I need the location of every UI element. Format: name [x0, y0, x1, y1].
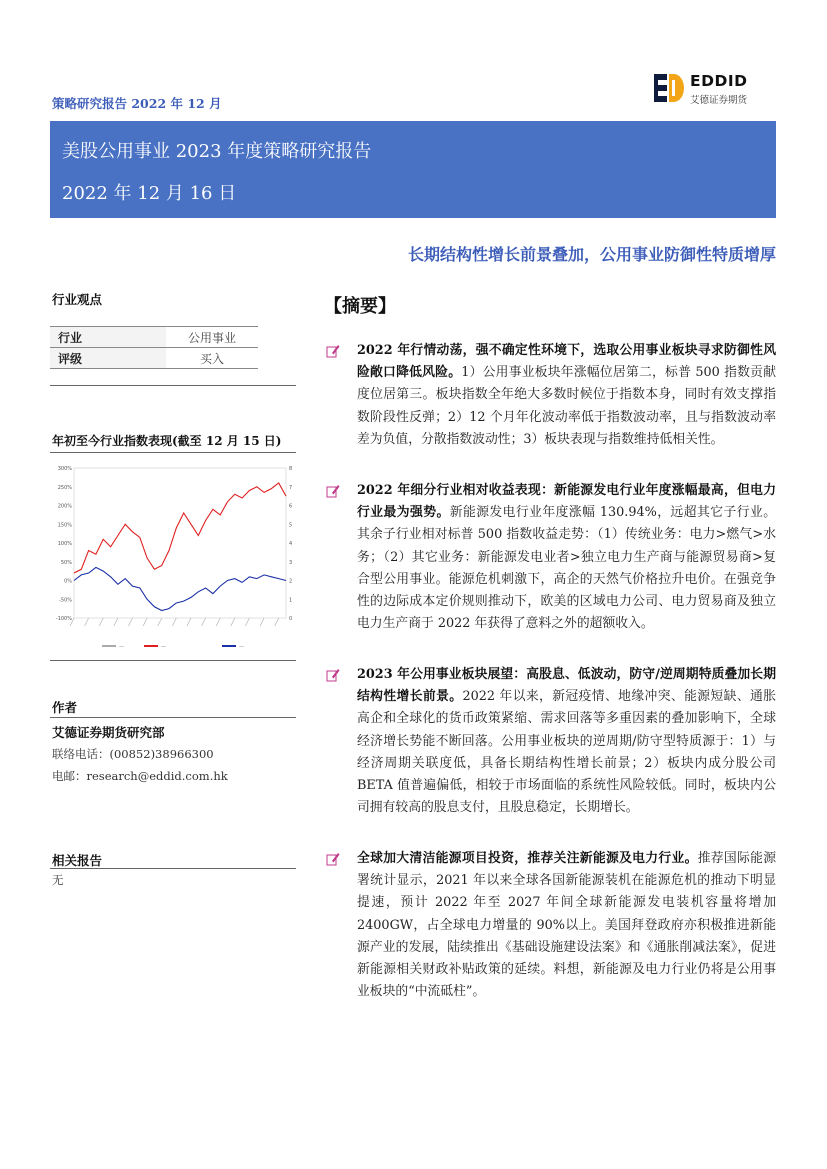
- x-axis-tick-mark: [202, 618, 206, 626]
- x-axis-tick-mark: [114, 618, 118, 626]
- rating-table: [50, 326, 258, 369]
- paragraph-body: 1）公用事业板块年涨幅位居第二，标普 500 指数贡献度位居第三。板块指数全年绝大多数时候位于指数本身，同时有效支撑指数阶段性反弹；2）12 个月年化波动率低于指数波动率，且与指数波动率差为负值，分散指数波动性；3）板块表现与指数维持低相关性。: [357, 365, 777, 447]
- series-line-blue: [74, 567, 286, 610]
- left-axis-tick-label: -100%: [55, 616, 72, 622]
- eddid-logo: [654, 72, 776, 106]
- series-line-red: [74, 483, 286, 573]
- related-reports-title: 相关报告: [52, 853, 103, 868]
- left-axis-tick-label: 0%: [64, 578, 72, 585]
- pencil-note-icon: [326, 344, 340, 358]
- paragraph-lead: 全球加大清洁能源项目投资，推荐关注新能源及电力行业。: [357, 851, 698, 866]
- x-axis-tick-mark: [172, 618, 176, 626]
- report-date: 2022 年 12 月 16 日: [62, 183, 237, 204]
- left-axis-tick-label: 200%: [57, 503, 72, 510]
- x-axis-tick-mark: [275, 618, 279, 626]
- left-axis-tick-label: 300%: [57, 466, 72, 472]
- right-axis-tick-label: 1: [289, 597, 293, 604]
- left-axis-tick-label: 100%: [57, 541, 72, 547]
- left-axis-tick-label: 50%: [60, 559, 72, 566]
- author-title: 作者: [52, 700, 78, 715]
- table-row: [50, 327, 258, 348]
- divider: [50, 717, 296, 718]
- logo-subtext: 艾德证券期货: [690, 95, 748, 106]
- rating-key: 评级: [50, 348, 166, 369]
- rating-key: 行业: [50, 327, 166, 348]
- x-axis-tick-mark: [187, 618, 191, 626]
- title-banner: [50, 121, 776, 218]
- left-axis-tick-label: 250%: [57, 484, 72, 491]
- report-title: 美股公用事业 2023 年度策略研究报告: [62, 141, 372, 162]
- right-axis-tick-label: 3: [289, 559, 293, 566]
- x-axis-tick-mark: [216, 618, 220, 626]
- paragraph-lead: 2023 年公用事业板块展望：高股息、低波动，防守/逆周期特质叠加长期结构性增长前景。: [357, 667, 776, 705]
- divider: [50, 385, 296, 386]
- x-axis-tick-mark: [99, 618, 103, 626]
- right-axis-tick-label: 4: [289, 541, 293, 547]
- pencil-note-icon: [326, 484, 340, 498]
- paragraph-lead: 2022 年行情动荡，强不确定性环境下，选取公用事业板块寻求防御性风险敞口降低风险。: [357, 343, 776, 381]
- x-axis-tick-mark: [260, 618, 264, 626]
- left-axis-tick-label: 150%: [57, 522, 72, 529]
- rating-value: 买入: [166, 348, 258, 369]
- table-row: [50, 348, 258, 369]
- x-axis-tick-mark: [143, 618, 147, 626]
- legend-label: —: [161, 644, 166, 650]
- rating-value: 公用事业: [166, 327, 258, 348]
- abstract-paragraph: [330, 664, 776, 819]
- left-axis-tick-label: -50%: [59, 597, 72, 604]
- right-axis-tick-label: 7: [289, 484, 293, 491]
- legend-label: —: [239, 644, 244, 650]
- x-axis-tick-mark: [128, 618, 132, 626]
- pencil-note-icon: [326, 668, 340, 682]
- report-type-label: 策略研究报告 2022 年 12 月: [52, 96, 222, 111]
- chart-title: 年初至今行业指数表现(截至 12 月 15 日): [52, 434, 282, 448]
- index-performance-chart: [52, 460, 298, 656]
- right-axis-tick-label: 8: [289, 466, 293, 472]
- x-axis-tick-mark: [245, 618, 249, 626]
- divider: [50, 868, 296, 869]
- paragraph-body: 新能源发电行业年度涨幅 130.94%，远超其它子行业。其余子行业相对标普 500 指数收益走势：（1）传统业务：电力>燃气>水务；（2）其它业务：新能源发电业者>独立电力生产商与能源贸易商>复合型公用事业。能源危机刺激下，高企的天然气价格拉升电价。在强竞争性的边际成本定价规则推动下，欧美的区域电力公司、电力贸易商及独立电力生产商于 2022 年获得了意料之外的超额收入。: [357, 505, 776, 632]
- chart-plot-area: [74, 468, 286, 618]
- paragraph-body: 推荐国际能源署统计显示，2021 年以来全球各国新能源装机在能源危机的推动下明显提速，预计 2022 年至 2027 年间全球新能源发电装机容量将增加 2400GW，占全球电力增量的 90%以上。美国拜登政府亦积极推进新能源产业的发展，陆续推出《基础设施建设法案》和《通胀削减法案》，促进新能源相关财政补贴政策的延续。料想，新能源及电力行业仍将是公用事业板块的“中流砥柱”。: [357, 851, 777, 1000]
- divider: [50, 660, 296, 661]
- divider: [50, 452, 296, 453]
- right-axis-tick-label: 2: [289, 578, 293, 585]
- related-reports-value: 无: [52, 873, 64, 887]
- author-email: 电邮：research@eddid.com.hk: [52, 769, 228, 783]
- legend-label: —: [119, 644, 124, 650]
- pencil-note-icon: [326, 852, 340, 866]
- abstract-title: 【摘要】: [324, 296, 396, 317]
- abstract-paragraph: [330, 848, 776, 1003]
- abstract-paragraph: [330, 340, 776, 451]
- paragraph-lead: 2022 年细分行业相对收益表现：新能源发电行业年度涨幅最高，但电力行业最为强势。: [357, 483, 776, 521]
- author-phone: 联络电话：(00852)38966300: [52, 747, 214, 761]
- headline: 长期结构性增长前景叠加，公用事业防御性特质增厚: [407, 245, 776, 264]
- logo-icon: [654, 72, 684, 104]
- x-axis-tick-mark: [85, 618, 89, 626]
- right-axis-tick-label: 6: [289, 503, 293, 510]
- paragraph-body: 2022 年以来，新冠疫情、地缘冲突、能源短缺、通胀高企和全球化的货币政策紧缩、需求回落等多重因素的叠加影响下，全球经济增长势能不断回落。公用事业板块的逆周期/防守型特质源于：1）与经济周期关联度低，具备长期结构性增长前景；2）板块内成分股公司 BETA 值普遍偏低，相较于市场面临的系统性风险较低。同时，板块内公司拥有较高的股息支付，且股息稳定，长期增长。: [357, 689, 777, 816]
- right-axis-tick-label: 0: [289, 616, 293, 622]
- industry-view-title: 行业观点: [52, 292, 103, 307]
- author-name: 艾德证券期货研究部: [52, 725, 165, 740]
- x-axis-tick-mark: [158, 618, 162, 626]
- right-axis-tick-label: 5: [289, 522, 293, 529]
- abstract-paragraph: [330, 480, 776, 635]
- x-axis-tick-mark: [231, 618, 235, 626]
- logo-text: EDDID: [690, 72, 748, 90]
